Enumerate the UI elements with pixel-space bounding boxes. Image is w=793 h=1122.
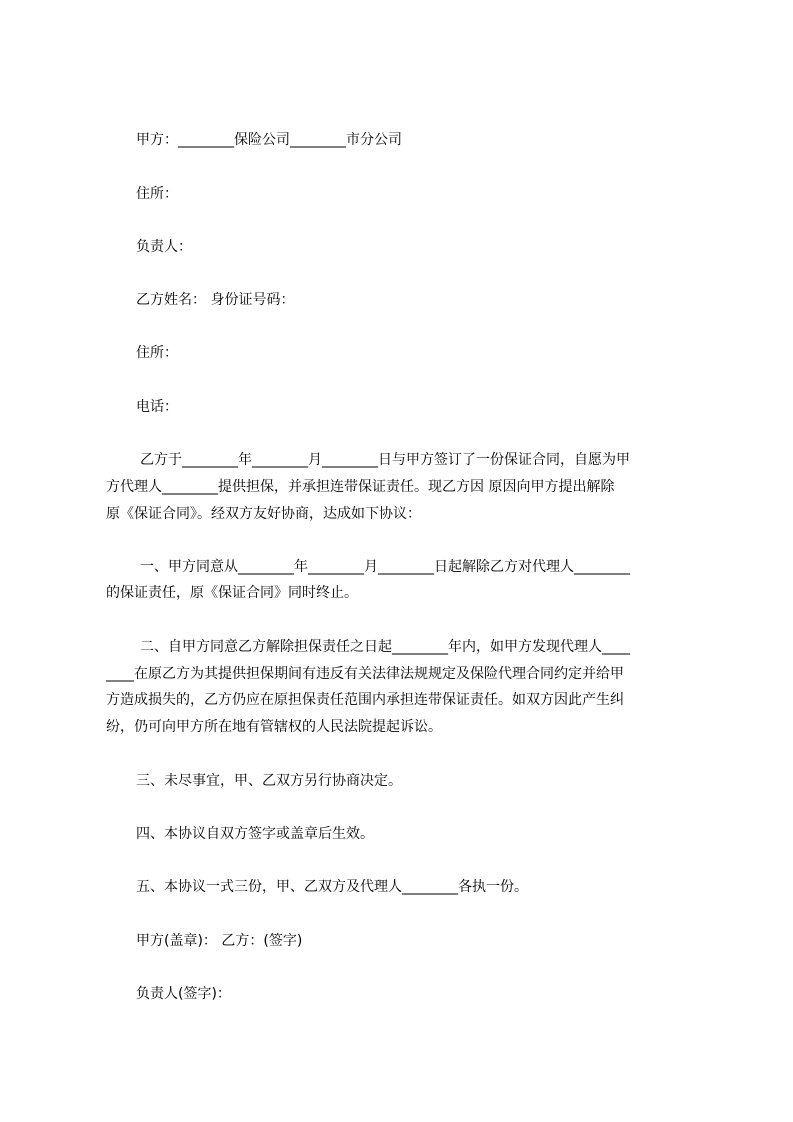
party-a-address: 住所： [136,186,178,202]
clause-2-line-1: 二、自甲方同意乙方解除担保责任之日起________年内，如甲方发现代理人____ [140,639,630,655]
intro-line-3: 原《保证合同》。经双方友好协商，达成如下协议： [106,506,421,522]
clause-5: 五、本协议一式三份，甲、乙双方及代理人________各执一份。 [136,879,528,895]
signature-person-in-charge: 负责人(签字)： [136,986,231,1002]
clause-2-line-3: 方造成损失的，乙方仍应在原担保责任范围内承担连带保证责任。如双方因此产生纠 [106,692,624,708]
clause-2-line-4: 纷，仍可向甲方所在地有管辖权的人民法院提起诉讼。 [106,719,442,735]
person-in-charge: 负责人： [136,239,192,255]
clause-2-line-2: ____在原乙方为其提供担保期间有违反有关法律法规规定及保险代理合同约定并给甲 [106,666,624,682]
signature-parties: 甲方(盖章)： 乙方：(签字) [136,933,303,949]
intro-line-2: 方代理人________提供担保，并承担连带保证责任。现乙方因 原因向甲方提出解除 [106,479,615,495]
clause-1-line-2: 的保证责任，原《保证合同》同时终止。 [106,585,358,601]
clause-1-line-1: 一、甲方同意从________年________月________日起解除乙方对代理人________ [140,559,630,575]
clause-3: 三、未尽事宜，甲、乙双方另行协商决定。 [136,773,402,789]
party-b-address: 住所： [136,345,178,361]
intro-line-1: 乙方于________年________月________日与甲方签订了一份保证合同，自愿为甲 [140,452,630,468]
party-a-line: 甲方：________保险公司________市分公司 [136,132,402,148]
party-b-line: 乙方姓名： 身份证号码： [136,292,295,308]
phone-line: 电话： [136,399,178,415]
clause-4: 四、本协议自双方签字或盖章后生效。 [136,826,374,842]
